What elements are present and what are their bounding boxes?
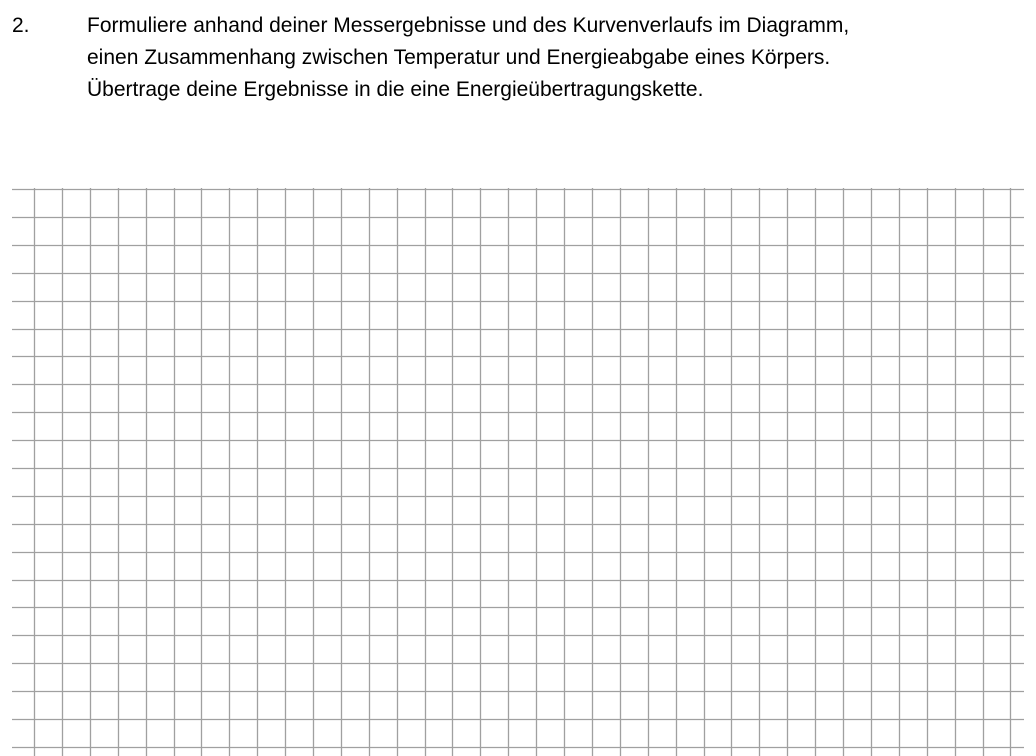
checkered-grid-lines [12, 188, 1024, 756]
task-instruction [87, 10, 1027, 106]
task-instruction-line-1: Formuliere anhand deiner Messergebnisse und des Kurvenverlaufs im Diagramm, [87, 14, 850, 37]
task-number: 2. [12, 14, 30, 37]
answer-grid[interactable] [12, 188, 1024, 756]
task-instruction-line-2: einen Zusammenhang zwischen Temperatur und Energieabgabe eines Körpers. [87, 46, 831, 69]
task-instruction-line-3: Übertrage deine Ergebnisse in die eine Energieübertragungskette. [87, 78, 704, 101]
